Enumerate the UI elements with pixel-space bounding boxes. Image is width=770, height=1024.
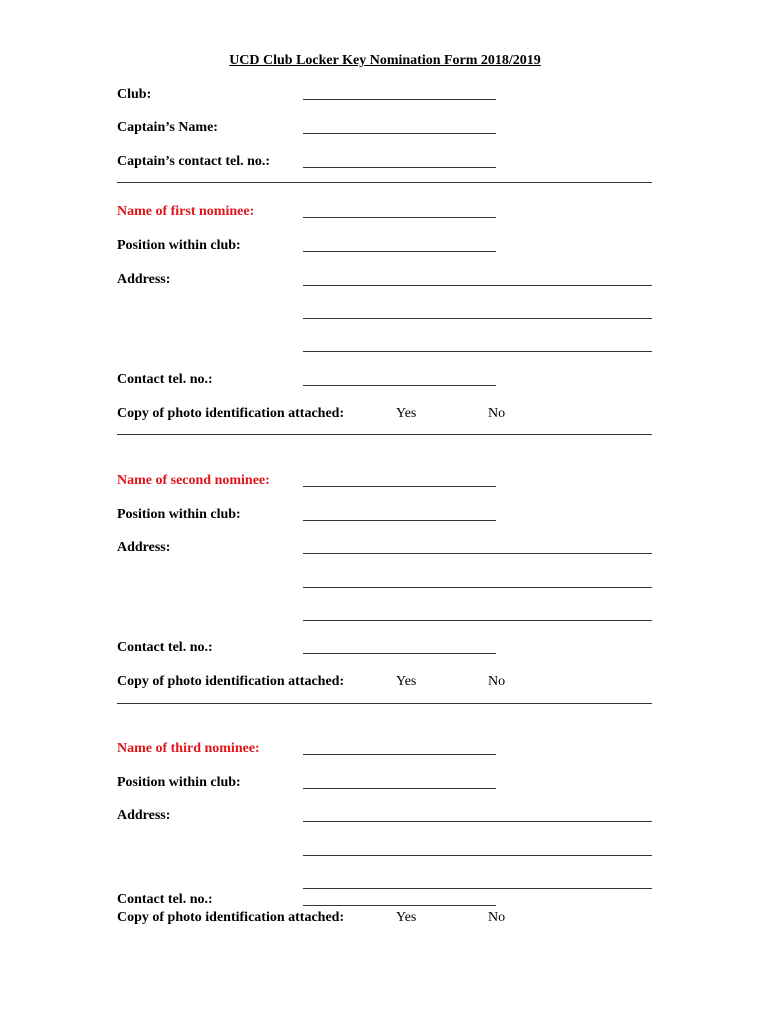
captain-name-label: Captain’s Name: — [117, 120, 218, 135]
captain-tel-field[interactable] — [303, 167, 496, 168]
second-contact-label: Contact tel. no.: — [117, 640, 213, 655]
section-divider — [117, 434, 652, 435]
section-divider — [117, 182, 652, 183]
second-position-label: Position within club: — [117, 507, 241, 522]
captain-name-field[interactable] — [303, 133, 496, 134]
second-photo-label: Copy of photo identification attached: — [117, 674, 345, 689]
second-nominee-name-field[interactable] — [303, 486, 496, 487]
first-photo-label: Copy of photo identification attached: — [117, 406, 345, 421]
second-no-label: No — [488, 674, 506, 689]
second-address-line-3[interactable] — [303, 620, 652, 621]
second-address-label: Address: — [117, 540, 171, 555]
third-position-label: Position within club: — [117, 775, 241, 790]
first-address-line-2[interactable] — [303, 318, 652, 319]
club-field[interactable] — [303, 99, 496, 100]
third-contact-field[interactable] — [303, 905, 496, 906]
third-nominee-label: Name of third nominee: — [117, 741, 260, 756]
second-yes-label: Yes — [396, 674, 417, 689]
first-contact-label: Contact tel. no.: — [117, 372, 213, 387]
first-address-line-3[interactable] — [303, 351, 652, 352]
second-address-line-1[interactable] — [303, 553, 652, 554]
third-contact-label: Contact tel. no.: — [117, 892, 213, 907]
second-address-line-2[interactable] — [303, 587, 652, 588]
first-no-label: No — [488, 406, 506, 421]
first-contact-field[interactable] — [303, 385, 496, 386]
third-nominee-name-field[interactable] — [303, 754, 496, 755]
third-no-label: No — [488, 910, 506, 925]
first-address-label: Address: — [117, 272, 171, 287]
second-position-field[interactable] — [303, 520, 496, 521]
second-contact-field[interactable] — [303, 653, 496, 654]
first-position-label: Position within club: — [117, 238, 241, 253]
first-yes-label: Yes — [396, 406, 417, 421]
third-address-line-1[interactable] — [303, 821, 652, 822]
first-address-line-1[interactable] — [303, 285, 652, 286]
first-position-field[interactable] — [303, 251, 496, 252]
third-address-line-2[interactable] — [303, 855, 652, 856]
third-yes-label: Yes — [396, 910, 417, 925]
third-address-line-3[interactable] — [303, 888, 652, 889]
third-address-label: Address: — [117, 808, 171, 823]
first-nominee-name-field[interactable] — [303, 217, 496, 218]
section-divider — [117, 703, 652, 704]
third-position-field[interactable] — [303, 788, 496, 789]
form-title: UCD Club Locker Key Nomination Form 2018/2019 — [229, 53, 541, 68]
first-nominee-label: Name of first nominee: — [117, 204, 255, 219]
club-label: Club: — [117, 87, 152, 102]
third-photo-label: Copy of photo identification attached: — [117, 910, 345, 925]
captain-tel-label: Captain’s contact tel. no.: — [117, 154, 271, 169]
second-nominee-label: Name of second nominee: — [117, 473, 270, 488]
